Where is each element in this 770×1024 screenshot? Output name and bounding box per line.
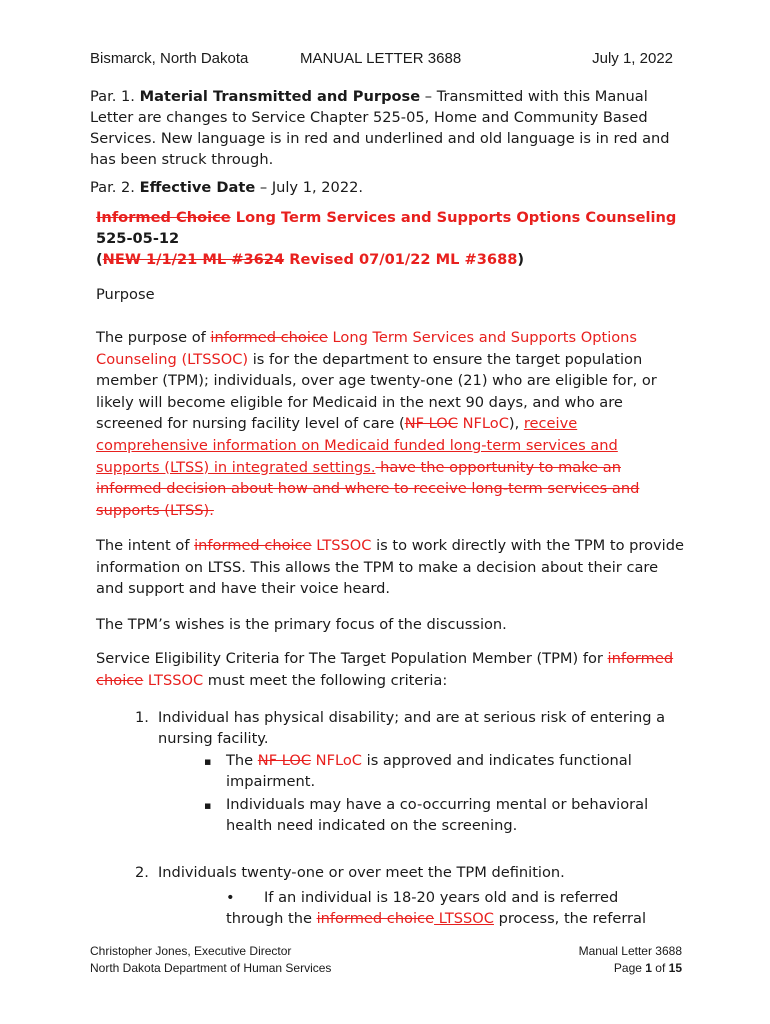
page-of: of xyxy=(651,961,669,975)
par1-text: – Transmitted with this Manual Letter are changes to Service Chapter 525-05, Home and Community Based Services. New language is in red and underlined and old language is in red and has been struck through. xyxy=(90,88,670,168)
purpose-heading: Purpose xyxy=(96,286,155,303)
intent-text-1: The intent of xyxy=(96,537,195,554)
revision-new: Revised 07/01/22 ML #3688 xyxy=(284,251,518,268)
intent-paragraph xyxy=(96,535,686,600)
purpose-text-1: The purpose of xyxy=(96,329,211,346)
criteria-deleted: informed choice xyxy=(96,650,674,689)
par1-heading: Material Transmitted and Purpose xyxy=(139,88,421,105)
list-bullet: ▪ xyxy=(204,799,212,812)
par2-heading: Effective Date xyxy=(139,179,256,196)
purpose-text-2: is for the department to ensure the target population member (TPM); individuals, over age twenty-one (21) who are eligible for, or likely will become eligible for Medicaid in the next 90 days, and who are screened for nursing facility level of care ( xyxy=(96,350,657,433)
list-number-1: 1. xyxy=(135,709,149,726)
list-item-2: Individuals twenty-one or over meet the TPM definition. xyxy=(158,864,565,881)
intent-text-2: is to work directly with the TPM to provide information on LTSS. This allows the TPM to make a decision about their care and support and have their voice heard. xyxy=(96,537,684,598)
list-subitem-1b: Individuals may have a co-occurring mental or behavioral health need indicated on the screening. xyxy=(226,796,649,834)
total-pages: 15 xyxy=(668,961,682,975)
footer-department: North Dakota Department of Human Services xyxy=(90,961,332,975)
revision-old: NEW 1/1/21 ML #3624 xyxy=(102,251,285,268)
par2-prefix: Par. 2. xyxy=(90,179,140,196)
page-label: Page xyxy=(613,961,646,975)
subitem-2a-text-2: process, the referral xyxy=(493,910,647,927)
footer-right xyxy=(579,943,682,977)
list-subitem-2a xyxy=(226,887,671,929)
section-title-old: Informed Choice xyxy=(96,209,231,226)
list-subitem-1a xyxy=(226,750,666,792)
section-title xyxy=(96,207,686,270)
purpose-new-2: NFLoC xyxy=(457,415,509,433)
purpose-text-3: ), xyxy=(508,415,524,433)
purpose-paragraph xyxy=(96,327,686,521)
wishes-paragraph: The TPM’s wishes is the primary focus of the discussion. xyxy=(96,616,507,633)
intent-deleted: informed choice xyxy=(194,537,312,554)
list-item-1: Individual has physical disability; and are at serious risk of entering a nursing facility. xyxy=(158,709,666,747)
list-number-2: 2. xyxy=(135,864,149,881)
purpose-deleted-3: have the opportunity to make an informed decision about how and where to receive long-term services and supports (LTSS). xyxy=(96,458,640,519)
purpose-deleted-2: NF LOC xyxy=(404,415,458,433)
header-manual-letter: MANUAL LETTER 3688 xyxy=(300,50,462,67)
header-date: July 1, 2022 xyxy=(592,50,673,67)
paragraph-2 xyxy=(90,177,690,198)
subitem-1a-text-2: is approved and indicates functional impairment. xyxy=(226,752,632,790)
subitem-2a-inserted: LTSSOC xyxy=(434,910,494,927)
subitem-1a-text-1: The xyxy=(226,752,258,769)
purpose-deleted-1: informed choice xyxy=(210,329,328,346)
section-title-new: Long Term Services and Supports Options Counseling xyxy=(230,209,677,226)
current-page: 1 xyxy=(645,961,652,975)
subitem-1a-new: NFLoC xyxy=(311,752,362,769)
paren-open: ( xyxy=(96,251,103,268)
intent-new: LTSSOC xyxy=(311,537,372,554)
par2-text: – July 1, 2022. xyxy=(255,179,364,196)
paren-close: ) xyxy=(517,251,525,268)
header-location: Bismarck, North Dakota xyxy=(90,50,249,67)
section-number: 525-05-12 xyxy=(96,230,180,247)
page-number xyxy=(579,960,682,977)
criteria-text-2: must meet the following criteria: xyxy=(203,671,448,689)
subitem-1a-deleted: NF LOC xyxy=(257,752,312,769)
criteria-paragraph xyxy=(96,648,686,691)
criteria-text-1: Service Eligibility Criteria for The Target Population Member (TPM) for xyxy=(96,650,608,667)
criteria-new: LTSSOC xyxy=(143,671,204,689)
list-bullet: ▪ xyxy=(204,755,212,768)
footer-manual-letter: Manual Letter 3688 xyxy=(578,944,682,958)
list-bullet: • xyxy=(226,889,235,906)
subitem-2a-text-1: If an individual is 18-20 years old and is referred through the xyxy=(226,889,619,927)
purpose-inserted: receive comprehensive information on Medicaid funded long-term services and supports (LTSS) in integrated settings. xyxy=(96,415,618,476)
footer-director: Christopher Jones, Executive Director xyxy=(90,944,292,958)
subitem-2a-deleted: informed choice xyxy=(316,910,435,927)
paragraph-1 xyxy=(90,86,690,170)
footer-left xyxy=(90,943,331,977)
par1-prefix: Par. 1. xyxy=(90,88,140,105)
purpose-new-1: Long Term Services and Supports Options Counseling (LTSSOC) xyxy=(96,329,638,368)
